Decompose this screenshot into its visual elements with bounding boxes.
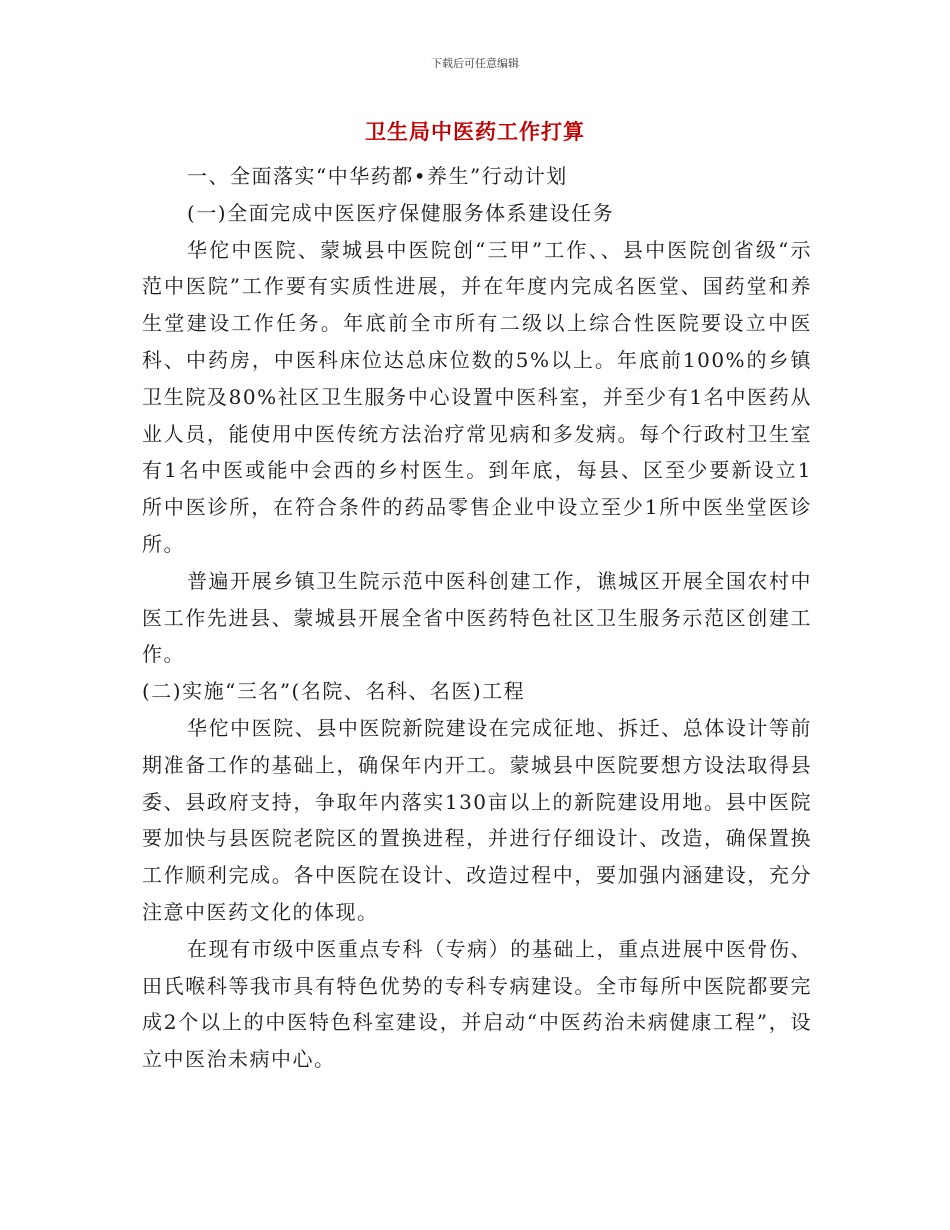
header-note: 下载后可任意编辑	[431, 57, 519, 70]
body-paragraph: 在现有市级中医重点专科（专病）的基础上，重点进展中医骨伤、田氏喉科等我市具有特色优势的专科专病建设。全市每所中医院都要完成2个以上的中医特色科室建设，并启动“中医药治未病健康工程”，设立中医治未病中心。	[142, 936, 812, 1072]
document-body	[142, 158, 812, 1078]
subsection-heading-1: (一)全面完成中医医疗保健服务体系建设任务	[187, 200, 615, 225]
document-title: 卫生局中医药工作打算	[365, 120, 585, 144]
body-paragraph: 普遍开展乡镇卫生院示范中医科创建工作，谯城区开展全国农村中医工作先进县、蒙城县开展全省中医药特色社区卫生服务示范区创建工作。	[142, 568, 812, 667]
subsection-heading-2: (二)实施“三名”(名院、名科、名医)工程	[142, 679, 526, 704]
section-heading-1: 一、全面落实“中华药都•养生”行动计划	[187, 164, 568, 188]
body-paragraph: 华佗中医院、县中医院新院建设在完成征地、拆迁、总体设计等前期准备工作的基础上，确保年内开工。蒙城县中医院要想方设法取得县委、县政府支持，争取年内落实130亩以上的新院建设用地。县中医院要加快与县医院老院区的置换进程，并进行仔细设计、改造，确保置换工作顺利完成。各中医院在设计、改造过程中，要加强内涵建设，充分注意中医药文化的体现。	[142, 715, 812, 924]
body-paragraph: 华佗中医院、蒙城县中医院创“三甲”工作、、县中医院创省级“示范中医院”工作要有实质性进展，并在年度内完成名医堂、国药堂和养生堂建设工作任务。年底前全市所有二级以上综合性医院要设立中医科、中药房，中医科床位达总床位数的5%以上。年底前100%的乡镇卫生院及80%社区卫生服务中心设置中医科室，并至少有1名中医药从业人员，能使用中医传统方法治疗常见病和多发病。每个行政村卫生室有1名中医或能中会西的乡村医生。到年底，每县、区至少要新设立1所中医诊所，在符合条件的药品零售企业中设立至少1所中医坐堂医诊所。	[142, 237, 812, 556]
